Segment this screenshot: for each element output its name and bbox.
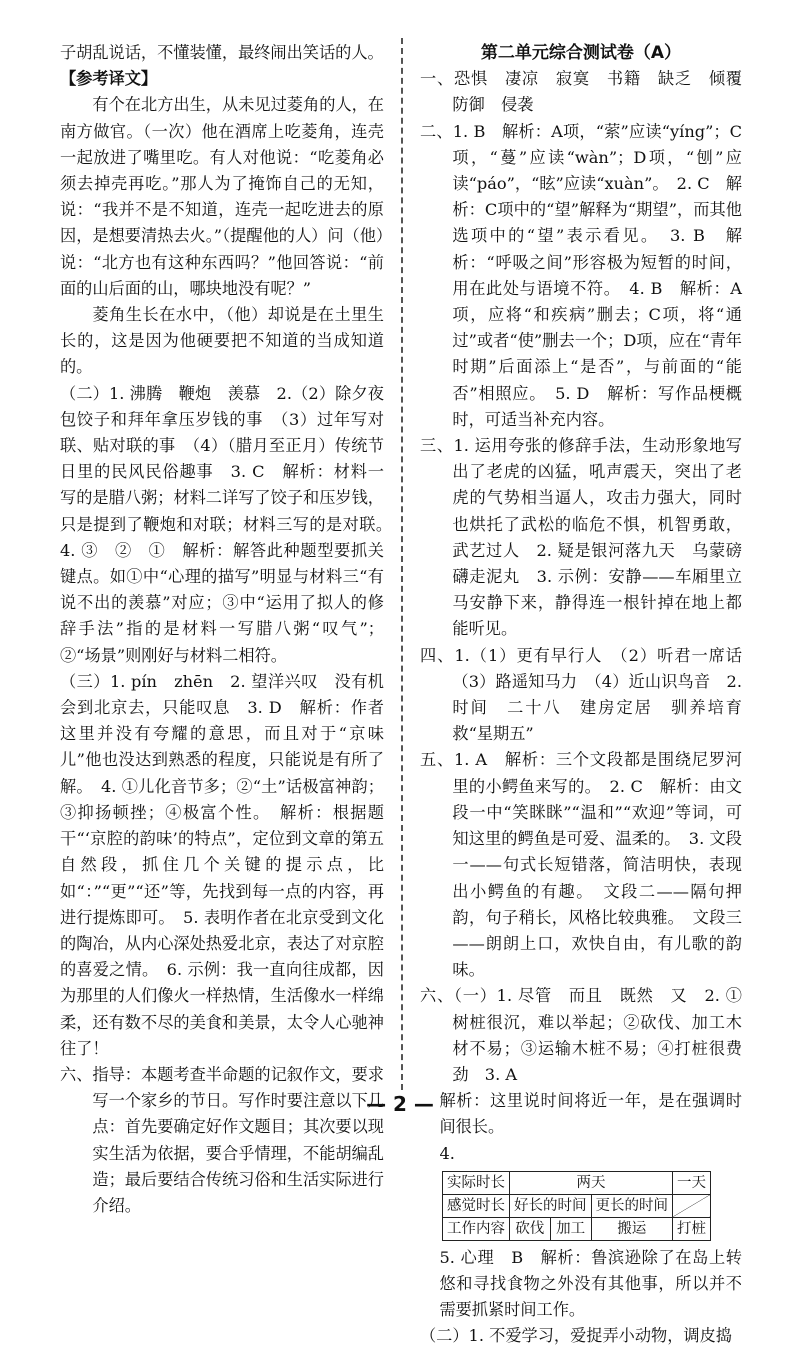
answer-section-3: （三）1. pín zhēn 2. 望洋兴叹 没有机会到北京去，只能叹息 3. D 解析：作者这里并没有夸耀的意思，而且对于“京味儿”他也没达到熟悉的程度，只能说是有所了解。 4. ①儿化音节多；②“土”话极富神韵；③抑扬顿挫；④极富个性。 解析：根据题干“‘京腔的韵味’的特点”，定位到文章的第五自然段，抓住几个关键的提示点，比如“：”“更”“还”等，先找到每一点的内容，再进行提炼即可。 5. 表明作者在北京受到文化的陶冶，从内心深处热爱北京，表达了对京腔的喜爱之情。 6. 示例：我一直向往成都，因为那里的人们像火一样热情，生活像水一样绵柔，还有数不尽的美食和美景，太令人心驰神往了！: [60, 671, 384, 1058]
table-cell: 一天: [673, 1171, 711, 1194]
table-cell: 实际时长: [443, 1171, 510, 1194]
answer-section-2: （二）1. 沸腾 鞭炮 羡慕 2.（2）除夕夜包饺子和拜年拿压岁钱的事 （3）过年写对联、贴对联的事 （4）（腊月至正月）传统节日里的民风民俗趣事 3. C 解析：材料一写的是腊八粥；材料二详写了饺子和压岁钱，只是提到了鞭炮和对联；材料三写的是对联。 4. ③ ② ① 解析：解答此种题型要抓关键点。如①中“心理的描写”明显与材料三“有说不出的羡慕”对应；③中“运用了拟人的修辞手法”指的是材料一写腊八粥“叹气”；②“场景”则刚好与材料二相符。: [60, 383, 401, 665]
page-number: — 2 —: [366, 1092, 434, 1116]
answer-part-1: 一、恐惧 凄凉 寂寞 书籍 缺乏 倾覆 防御 侵袭: [420, 69, 759, 115]
answer-part-4: 四、1.（1）更有早行人 （2）听君一席话 （3）路遥知马力 （4）近山识鸟音 2. 时间 二十八 建房定居 驯养培育 救“星期五”: [420, 645, 759, 744]
right-column: [420, 40, 759, 1350]
table-cell: 工作内容: [443, 1217, 510, 1240]
test-title: 第二单元综合测试卷（A）: [480, 43, 682, 63]
table-row: [443, 1217, 711, 1240]
table-cell-diagonal: [673, 1194, 711, 1217]
time-comparison-table: [442, 1171, 711, 1241]
answer-part-6-2: （二）1. 不爱学习，爱捉弄小动物，调皮捣: [420, 1326, 732, 1346]
left-column: [60, 40, 401, 1219]
answer-part-2: 二、1. B 解析：A项，“萦”应读“yíng”；C项，“蔓”应读“wàn”；D项，“刨”应读“páo”，“眩”应读“xuàn”。 2. C 解析：C项中的“望”解释为“期望”，而其他选项中的“望”表示看见。 3. B 解析：“呼吸之间”形容极为短暂的时间，用在此处与语境不符。 4. B 解析：A项，应将“和疾病”删去；C项，将“通过”或者“使”删去一个；D项，应在“青年时期”后面添上“是否”，与前面的“能否”相照应。 5. D 解析：写作品梗概时，可适当补充内容。: [420, 121, 742, 429]
table-cell: 打桩: [673, 1217, 711, 1240]
translation-paragraph-1: 有个在北方出生，从未见过菱角的人，在南方做官。（一次）他在酒席上吃菱角，连壳一起放进了嘴里吃。有人对他说：“吃菱角必须去掉壳再吃。”那人为了掩饰自己的无知，说：“我并不是不知道，连壳一起吃进去的原因，是想要清热去火。”（提醒他的人）问（他）说：“北方也有这种东西吗？”他回答说：“前面的山后面的山，哪块地没有呢？”: [60, 95, 384, 298]
table-cell: 更长的时间: [591, 1194, 673, 1217]
translation-paragraph-2: 菱角生长在水中，（他）却说是在土里生长的，这是因为他硬要把不知道的当成知道的。: [60, 305, 384, 377]
table-cell: 好长的时间: [510, 1194, 592, 1217]
continuation-line: 子胡乱说话，不懂装懂，最终闹出笑话的人。: [60, 43, 384, 62]
answer-part-5: 五、1. A 解析：三个文段都是围绕尼罗河里的小鳄鱼来写的。 2. C 解析：由文段一中“笑眯眯”“温和”“欢迎”等词，可知这里的鳄鱼是可爱、温柔的。 3. 文段一——句式长短错落，简洁明快，表现出小鳄鱼的有趣。 文段二——隔句押韵，句子稍长，风格比较典雅。 文段三——朗朗上口，欢快自由，有儿歌的韵味。: [420, 750, 742, 980]
table-cell: 搬运: [591, 1217, 673, 1240]
reference-translation-heading: 【参考译文】: [60, 69, 158, 89]
table-cell: 两天: [510, 1171, 673, 1194]
table-cell: 加工: [550, 1217, 591, 1240]
answer-part-3: 三、1. 运用夸张的修辞手法，生动形象地写出了老虎的凶猛，吼声震天，突出了老虎的气势相当逼人，攻击力强大，同时也烘托了武松的临危不惧，机智勇敢，武艺过人 2. 疑是银河落九天 乌蒙磅礴走泥丸 3. 示例：安静——车厢里立马安静下来，静得连一根针掉在地上都能听见。: [420, 436, 742, 639]
table-row: [443, 1171, 711, 1194]
answer-question-5: 5. 心理 B 解析：鲁滨逊除了在岛上转悠和寻找食物之外没有其他事，所以并不需要抓紧时间工作。: [439, 1247, 742, 1320]
answer-part-6: 六、（一）1. 尽管 而且 既然 又 2. ①树桩很沉，难以举起；②砍伐、加工木材不易；③运输木桩不易；④打桩很费劲 3. A: [420, 986, 742, 1084]
table-row: [443, 1194, 711, 1217]
table-cell: 砍伐: [510, 1217, 551, 1240]
question-4-label: 4.: [439, 1143, 455, 1163]
column-divider: [401, 38, 403, 1090]
answer-section-6: 六、指导：本题考查半命题的记叙作文，要求写一个家乡的节日。写作时要注意以下几点：首先要确定好作文题目；其次要以现实生活为依据，要合乎情理，不能胡编乱造；最后要结合传统习俗和生活实际进行介绍。: [60, 1064, 384, 1215]
answer-part-6-explanation: 解析：这里说时间将近一年，是在强调时间很长。: [439, 1091, 742, 1137]
table-cell: 感觉时长: [443, 1194, 510, 1217]
